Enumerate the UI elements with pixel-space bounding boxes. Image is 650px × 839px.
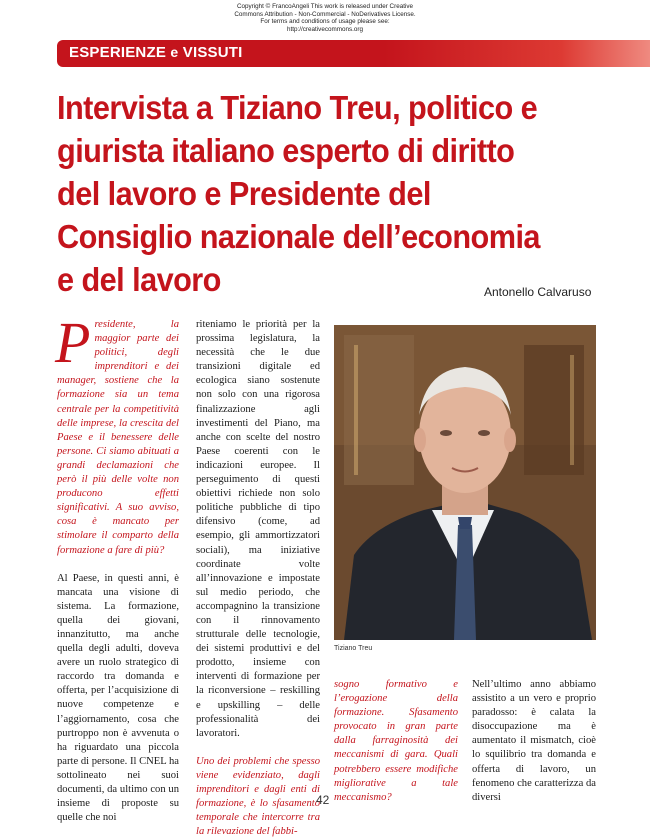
answer-text: Al Paese, in questi anni, è mancata una visione di sistema. La formazione, quella dei giovani, innanzitutto, ma anche quella degli adulti, doveva avere un ruolo strategico di raccordo tra domanda e offerta, per l’acquisizione di nuove competenze e l’aggiornamento, cosa che purtroppo non è avvenuta o ha riguardato una piccola parte di persone. Il CNEL ha sottolineato nei suoi documenti, da ultimo con un insieme di proposte su quelle che noi: [57, 572, 179, 824]
page-number: 42: [316, 793, 330, 807]
text-column-2: [196, 318, 320, 839]
interview-question-2: Uno dei problemi che spesso viene evidenziato, dagli imprenditori e dagli enti di formazione, è lo sfasamento temporale che intercorre tra la rilevazione del fabbi-: [196, 755, 320, 838]
copyright-line: For terms and conditions of usage please see:: [260, 18, 390, 26]
copyright-notice: [215, 3, 435, 33]
article-title: Intervista a Tiziano Treu, politico e giurista italiano esperto di diritto del lavoro e Presidente del Consiglio nazionale dell’economia e del lavoro: [57, 89, 540, 298]
drop-cap: P: [55, 310, 91, 375]
text-column-1: [55, 310, 179, 825]
copyright-line: Copyright © FrancoAngeli This work is released under Creative: [236, 3, 414, 10]
section-label: ESPERIENZE e VISSUTI: [69, 44, 243, 61]
text-column-4: [472, 678, 596, 805]
article-author: Antonello Calvaruso: [484, 285, 592, 299]
section-header-bar: [57, 40, 650, 67]
interview-question-2-continued: sogno formativo e l’erogazione della formazione. Sfasamento provocato in gran parte dalla farraginosità dei meccanismi di gara. Quali potrebbero essere modifiche migliorative a tale meccanismo?: [334, 679, 458, 803]
answer-text-2: Nell’ultimo anno abbiamo assistito a un vero e proprio paradosso: è calata la disoccupazione ma è aumentato il mismatch, cioè lo squilibrio tra domanda e offerta di lavoro, un fenomeno che caratterizza da diversi: [472, 679, 596, 803]
photo-caption: Tiziano Treu: [334, 645, 373, 652]
answer-text-continued: riteniamo le priorità per la prossima legislatura, la necessità che le due transizioni digitale ed ecologica siano sostenute non solo con una rigorosa finalizzazione agli investimenti del Piano, ma anche con scelte del nostro Paese coerenti con le indicazioni europee. Il perseguimento di questi obiettivi richiede non solo politiche pubbliche di tipo difensivo (come, ad esempio, gli ammortizzatori sociali), ma iniziative coordinate volte all’innovazione e impostate sul medio periodo, che accompagnino la transizione con il rinnovamento strutturale delle tecnologie, dei sistemi produttivi e del prodotto, insieme con interventi di formazione per la riconversione – reskilling e upskilling – delle professionalità dei lavoratori.: [196, 319, 320, 739]
copyright-line: http://creativecommons.org: [287, 25, 363, 33]
interview-question-1: Presidente, la maggior parte dei politici, degli imprenditori e dei manager, sostiene che la formazione sia un tema centrale per la competitività delle imprese, la crescita del Paese e il benessere delle persone. Ci siamo abituati a grandi declamazioni che però il più delle volte non producono effetti significativi. A suo avviso, cosa è mancato per stimolare il comparto della formazione a fare di più?: [55, 310, 179, 556]
portrait-photo: [334, 325, 596, 640]
text-column-3: [334, 678, 458, 805]
portrait-illustration: [334, 325, 596, 640]
copyright-line: Commons Attribution - Non-Commercial - NoDerivatives License.: [234, 10, 416, 18]
